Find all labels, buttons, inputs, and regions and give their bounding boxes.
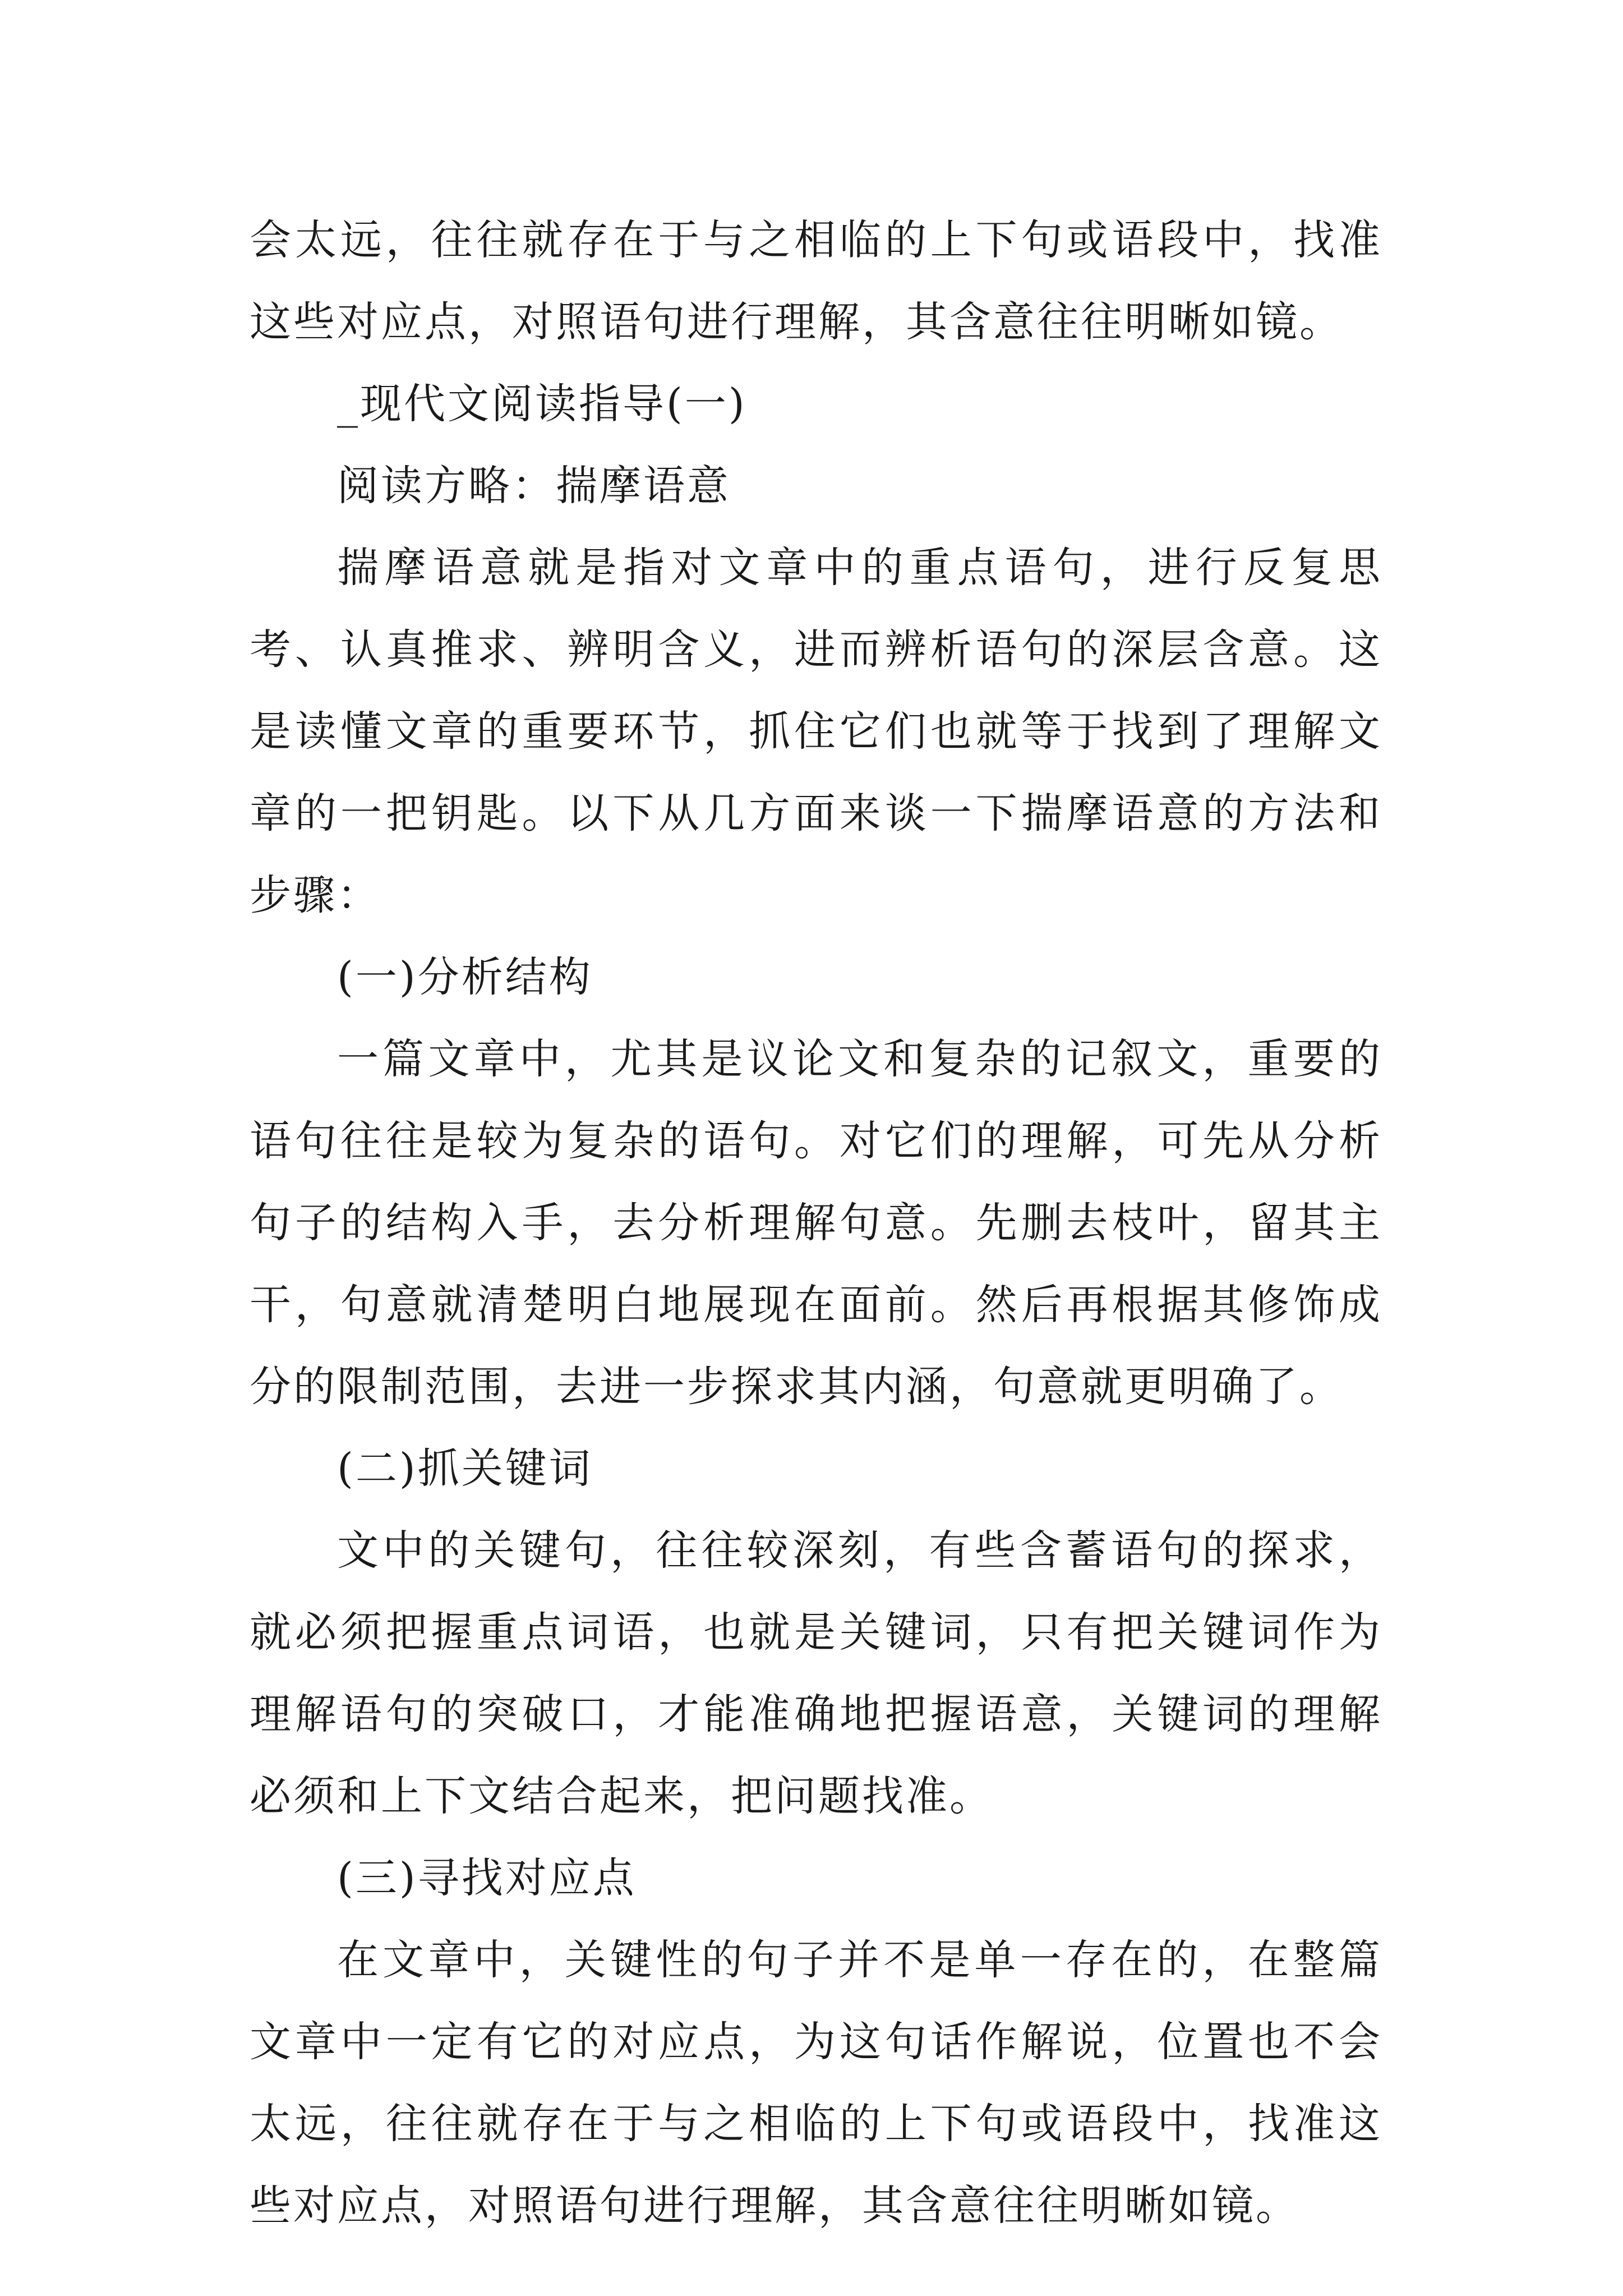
subheading-correspondence: (三)寻找对应点 xyxy=(337,1854,637,1902)
subheading-keywords: (二)抓关键词 xyxy=(337,1444,593,1493)
subheading-analyze-structure: (一)分析结构 xyxy=(337,953,593,1001)
text-body xyxy=(250,199,1382,2247)
paragraph-intro: 揣摩语意就是指对文章中的重点语句，进行反复思考、认真推求、辨明含义，进而辨析语句的深层含意。这是读懂文章的重要环节，抓住它们也就等于找到了理解文章的一把钥匙。以下从几方面来谈一下揣摩语意的方法和步骤： xyxy=(250,544,1382,919)
paragraph-continuation: 会太远，往往就存在于与之相临的上下句或语段中，找准这些对应点，对照语句进行理解，其含意往往明晰如镜。 xyxy=(250,216,1382,346)
paragraph-keywords: 文中的关键句，往往较深刻，有些含蓄语句的探求，就必须把握重点词语，也就是关键词，只有把关键词作为理解语句的突破口，才能准确地把握语意，关键词的理解必须和上下文结合起来，把问题找准。 xyxy=(250,1526,1382,1820)
section-heading: _现代文阅读指导(一) xyxy=(337,380,747,428)
paragraph-correspondence: 在文章中，关键性的句子并不是单一存在的，在整篇文章中一定有它的对应点，为这句话作解说，位置也不会太远，往往就存在于与之相临的上下句或语段中，找准这些对应点，对照语句进行理解，其含意往往明晰如镜。 xyxy=(250,1936,1382,2230)
subheading-reading-strategy: 阅读方略：揣摩语意 xyxy=(337,462,731,510)
paragraph-analyze-structure: 一篇文章中，尤其是议论文和复杂的记叙文，重要的语句往往是较为复杂的语句。对它们的理解，可先从分析句子的结构入手，去分析理解句意。先删去枝叶，留其主干，句意就清楚明白地展现在面前。然后再根据其修饰成分的限制范围，去进一步探求其内涵，句意就更明确了。 xyxy=(250,1035,1382,1411)
